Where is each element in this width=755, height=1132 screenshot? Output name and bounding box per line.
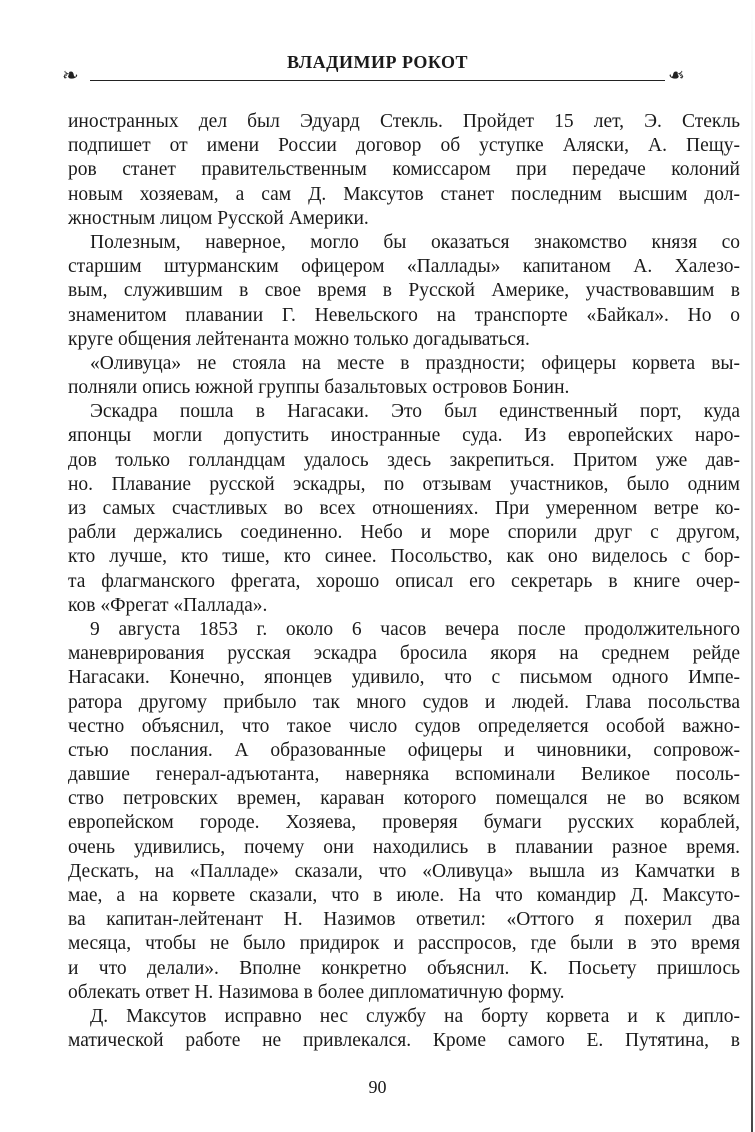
text-line: рабли держались соединенно. Небо и море спорили друг с другом, [68, 522, 740, 544]
text-line: 9 августа 1853 г. около 6 часов вечера после продолжительного [90, 618, 740, 640]
text-line: ратора другому прибыло так много судов и людей. Глава посольства [68, 691, 740, 713]
text-line: европейском городе. Хозяева, проверяя бумаги русских кораблей, [68, 812, 740, 834]
text-line: дов только голландцам удалось здесь закрепиться. Притом уже дав- [68, 449, 740, 471]
text-line: месяца, чтобы не было придирок и расспросов, где были в это время [68, 933, 740, 955]
paragraph [68, 400, 740, 618]
page-edge-shadow [751, 0, 753, 1132]
text-line: матической работе не привлекался. Кроме самого Е. Путятина, в [68, 1030, 740, 1052]
text-line: ров станет правительственным комиссаром при передаче колоний [68, 159, 740, 181]
text-line: полняли опись южной группы базальтовых островов Бонин. [68, 377, 570, 399]
text-line: подпишет от имени России договор об уступке Аляски, А. Пещу- [68, 135, 740, 157]
text-line: маневрирования русская эскадра бросила якоря на среднем рейде [68, 643, 740, 665]
paragraph [68, 352, 740, 400]
paragraph [68, 618, 740, 1005]
text-line: мае, а на корвете сказали, что в июле. На что командир Д. Максуто- [68, 885, 740, 906]
text-line: вым, служившим в свое время в Русской Америке, участвовавшим в [68, 280, 740, 302]
text-line: честно объяснил, что такое число судов определяется особой важно- [68, 715, 740, 737]
text-line: та флагманского фрегата, хорошо описал его секретарь в книге очер- [68, 570, 740, 592]
text-line: стью послания. А образованные офицеры и чиновники, сопровож- [68, 739, 740, 761]
text-line: ков «Фрегат «Паллада». [68, 594, 268, 616]
text-line: иностранных дел был Эдуард Стекль. Пройдет 15 лет, Э. Стекль [68, 111, 740, 132]
text-line: ва капитан-лейтенант Н. Назимов ответил: «Оттого я похерил два [68, 909, 740, 931]
text-line: из самых счастливых во всех отношениях. При умеренном ветре ко- [68, 498, 740, 519]
text-line: кто лучше, кто тише, кто синее. Посольство, как оно виделось с бор- [68, 546, 740, 568]
text-line: новым хозяевам, а сам Д. Максутов станет последним высшим дол- [68, 183, 740, 205]
text-line: Эскадра пошла в Нагасаки. Это был единственный порт, куда [90, 401, 740, 423]
text-line: облекать ответ Н. Назимова в более дипломатичную форму. [68, 981, 565, 1003]
text-line: Д. Максутов исправно нес службу на борту корвета и к дипло- [90, 1005, 740, 1027]
paragraph [68, 1005, 740, 1053]
text-line: Полезным, наверное, могло бы оказаться знакомство князя со [90, 231, 740, 253]
text-line: жностным лицом Русской Америки. [68, 207, 369, 229]
body-text [68, 110, 740, 1053]
text-line: Нагасаки. Конечно, японцев удивило, что с письмом одного Импе- [68, 667, 740, 689]
paragraph [68, 231, 740, 352]
text-line: старшим штурманским офицером «Паллады» капитаном А. Халезо- [68, 256, 740, 278]
header-rule [90, 80, 665, 81]
text-line: знаменитом плавании Г. Невельского на транспорте «Байкал». Но о [68, 304, 740, 326]
page-number: 90 [368, 1077, 387, 1097]
text-line: но. Плавание русской эскадры, по отзывам участников, было одним [68, 473, 740, 495]
ornament-left-icon: ❧ [62, 65, 79, 87]
text-line: «Оливуца» не стояла на месте в праздности; офицеры корвета вы- [90, 352, 740, 374]
text-line: Дескать, на «Палладе» сказали, что «Оливуца» вышла из Камчатки в [68, 860, 740, 882]
text-line: и что делали». Вполне конкретно объяснил. К. Посьету пришлось [68, 957, 740, 979]
text-line: японцы могли допустить иностранные суда. Из европейских наро- [68, 425, 740, 447]
running-header: ВЛАДИМИР РОКОТ [286, 52, 469, 72]
text-line: круге общения лейтенанта можно только догадываться. [68, 328, 530, 350]
text-line: очень удивились, почему они находились в плавании разное время. [68, 836, 740, 858]
ornament-right-icon: ❧ [668, 65, 685, 87]
text-line: давшие генерал-адъютанта, наверняка вспоминали Великое посоль- [68, 764, 740, 786]
paragraph [68, 110, 740, 231]
text-line: ство петровских времен, караван которого помещался не во всяком [68, 788, 740, 810]
